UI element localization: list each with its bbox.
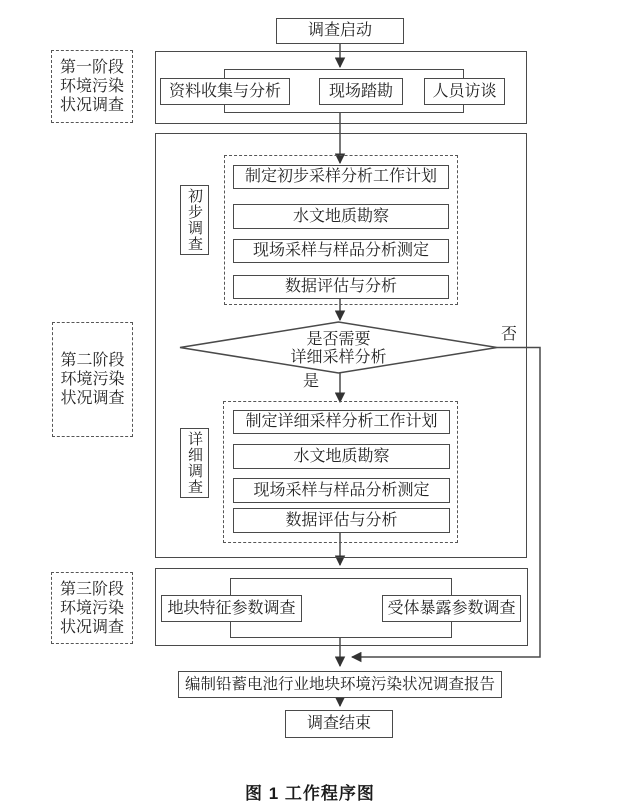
detailed-step-sampling: 现场采样与样品分析测定 bbox=[233, 478, 450, 503]
stage2-label-box bbox=[52, 322, 133, 437]
stage1-label-box bbox=[51, 50, 133, 123]
preliminary-step-hydrogeology: 水文地质勘察 bbox=[233, 204, 449, 229]
report-node: 编制铅蓄电池行业地块环境污染状况调查报告 bbox=[178, 671, 502, 698]
start-node: 调查启动 bbox=[276, 18, 404, 44]
end-node: 调查结束 bbox=[285, 710, 393, 738]
stage3-label-line1: 第三阶段 bbox=[59, 580, 124, 598]
detailed-step-hydrogeology: 水文地质勘察 bbox=[233, 444, 450, 469]
stage3-label-line3: 状况调查 bbox=[59, 618, 124, 636]
detailed-step-evaluation: 数据评估与分析 bbox=[233, 508, 450, 533]
stage1-item-personnel-interview: 人员访谈 bbox=[424, 78, 505, 105]
stage2-label-line1: 第二阶段 bbox=[60, 352, 125, 369]
stage1-label-line1: 第一阶段 bbox=[59, 59, 124, 76]
decision-line1: 是否需要 bbox=[306, 331, 371, 348]
stage3-item-receptor-exposure: 受体暴露参数调查 bbox=[382, 595, 521, 622]
preliminary-step-plan: 制定初步采样分析工作计划 bbox=[233, 165, 449, 189]
figure-caption: 图 1 工作程序图 bbox=[245, 784, 375, 803]
stage3-item-site-parameters: 地块特征参数调查 bbox=[161, 595, 302, 622]
detailed-label: 详细调查 bbox=[180, 428, 209, 498]
decision-no-label: 否 bbox=[501, 326, 518, 343]
decision-line2: 详细采样分析 bbox=[290, 349, 387, 366]
preliminary-label: 初步调查 bbox=[180, 185, 209, 255]
stage3-label-box bbox=[51, 572, 133, 644]
stage1-item-site-reconnaissance: 现场踏勘 bbox=[319, 78, 403, 105]
stage1-item-data-collection: 资料收集与分析 bbox=[160, 78, 290, 105]
stage3-label-line2: 环境污染 bbox=[59, 599, 124, 617]
preliminary-step-evaluation: 数据评估与分析 bbox=[233, 275, 449, 299]
stage2-label-line3: 状况调查 bbox=[60, 390, 125, 407]
stage2-label-line2: 环境污染 bbox=[60, 371, 125, 388]
decision-node-text bbox=[258, 331, 419, 367]
detailed-step-plan: 制定详细采样分析工作计划 bbox=[233, 410, 450, 434]
stage1-label-line3: 状况调查 bbox=[59, 97, 124, 114]
decision-yes-label: 是 bbox=[303, 373, 320, 390]
preliminary-step-sampling: 现场采样与样品分析测定 bbox=[233, 239, 449, 263]
stage1-label-line2: 环境污染 bbox=[59, 78, 124, 95]
